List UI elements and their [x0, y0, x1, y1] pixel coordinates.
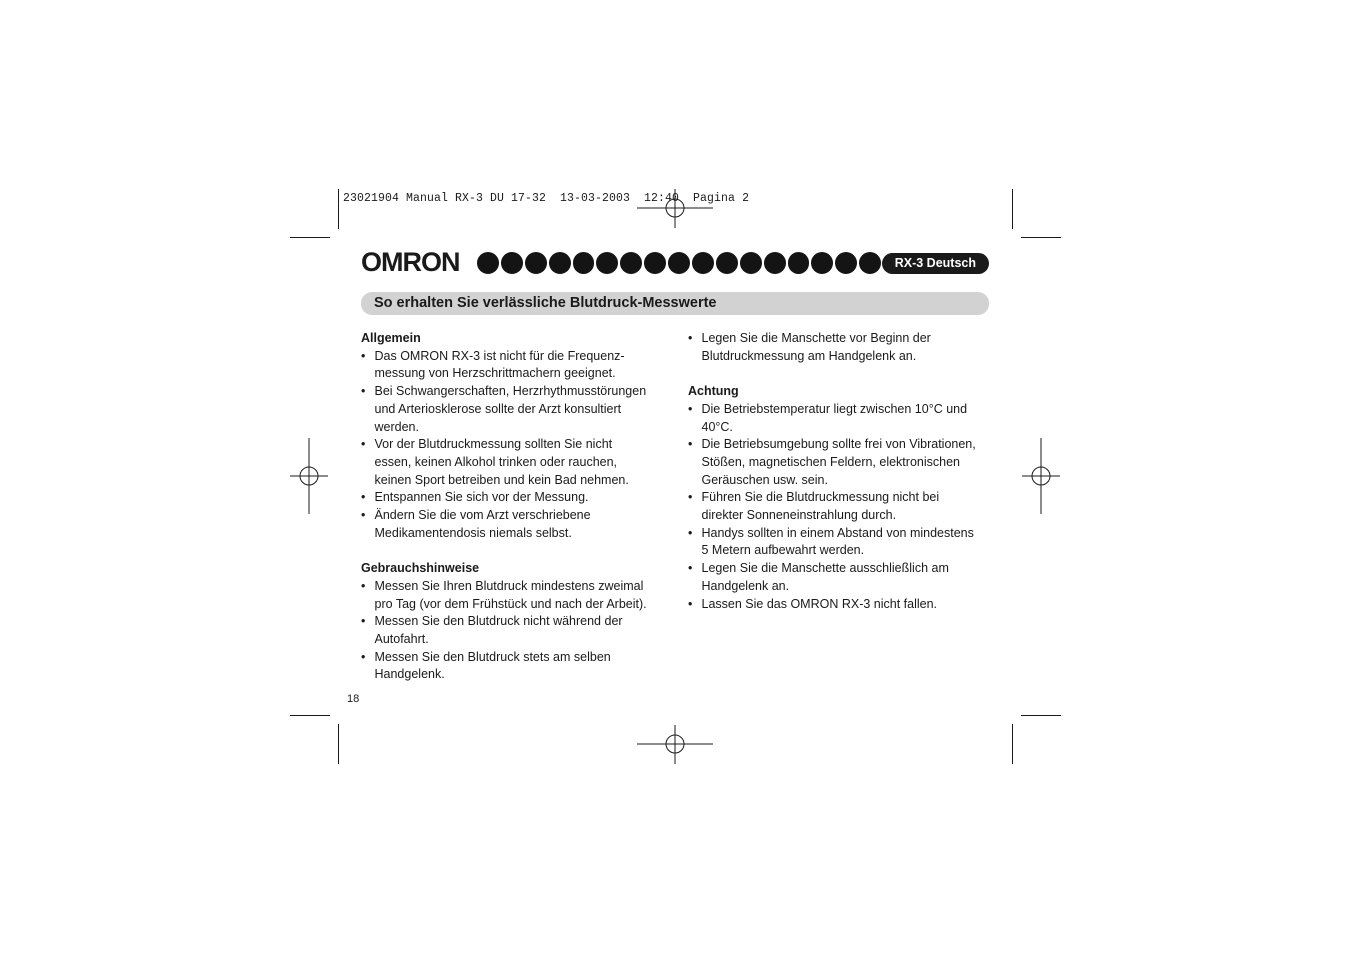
section-achtung — [688, 383, 993, 613]
list-item: • Die Betriebsumgebung sollte frei von Vibrationen, Stößen, magnetischen Feldern, elektronischen Geräuschen usw. sein. — [688, 436, 993, 489]
list-item: • Vor der Blutdruckmessung sollten Sie nicht essen, keinen Alkohol trinken oder rauchen, keinen Sport betreiben und kein Bad nehmen. — [361, 436, 661, 489]
dot-icon — [668, 252, 690, 274]
section-heading: Gebrauchshinweise — [361, 561, 480, 576]
dot-icon — [644, 252, 666, 274]
section-heading: Allgemein — [361, 331, 421, 345]
section-manschette — [688, 330, 993, 365]
list-item: • Führen Sie die Blutdruckmessung nicht bei direkter Sonneneinstrahlung durch. — [688, 489, 993, 524]
list-item: • Ändern Sie die vom Arzt verschriebene Medikamentendosis niemals selbst. — [361, 507, 661, 542]
section-heading: Achtung — [688, 384, 739, 399]
section-gebrauchshinweise — [361, 560, 661, 684]
dot-icon — [596, 252, 618, 274]
list-item: • Legen Sie die Manschette ausschließlich am Handgelenk an. — [688, 560, 993, 595]
list-item: • Handys sollten in einem Abstand von mindestens 5 Metern aufbewahrt werden. — [688, 525, 993, 560]
dot-icon — [573, 252, 595, 274]
dot-icon — [835, 252, 857, 274]
dot-icon — [477, 252, 499, 274]
dot-icon — [811, 252, 833, 274]
brand-header — [361, 247, 989, 277]
dot-icon — [716, 252, 738, 274]
dot-icon — [549, 252, 571, 274]
bullet-list — [688, 330, 993, 365]
left-column — [361, 330, 661, 702]
list-item: • Lassen Sie das OMRON RX-3 nicht fallen. — [688, 596, 993, 614]
section-title-bar — [361, 292, 989, 315]
bullet-list — [361, 348, 661, 543]
list-item: • Die Betriebstemperatur liegt zwischen 10°C und 40°C. — [688, 401, 993, 436]
bullet-list — [688, 401, 993, 613]
dot-icon — [692, 252, 714, 274]
right-column — [688, 330, 993, 631]
page-number: 18 — [347, 693, 360, 705]
dot-icon — [788, 252, 810, 274]
print-slug-line: 23021904 Manual RX-3 DU 17-32 13-03-2003 12:40 Pagina 2 — [343, 192, 750, 205]
dot-icon — [525, 252, 547, 274]
list-item: • Legen Sie die Manschette vor Beginn der Blutdruckmessung am Handgelenk an. — [688, 330, 993, 365]
list-item: • Entspannen Sie sich vor der Messung. — [361, 489, 661, 507]
dot-icon — [501, 252, 523, 274]
model-badge: RX-3 Deutsch — [882, 253, 989, 274]
section-allgemein — [361, 330, 661, 542]
list-item: • Messen Sie den Blutdruck stets am selben Handgelenk. — [361, 649, 661, 684]
dot-icon — [764, 252, 786, 274]
list-item: • Messen Sie Ihren Blutdruck mindestens zweimal pro Tag (vor dem Frühstück und nach der Arbeit). — [361, 578, 661, 613]
list-item: • Bei Schwangerschaften, Herzrhythmusstörungen und Arteriosklerose sollte der Arzt konsultiert werden. — [361, 383, 661, 436]
list-item: • Das OMRON RX-3 ist nicht für die Frequenz- messung von Herzschrittmachern geeignet. — [361, 348, 661, 383]
section-title: So erhalten Sie verlässliche Blutdruck-Messwerte — [374, 295, 717, 311]
omron-logo: OMRON — [361, 247, 460, 277]
bullet-list — [361, 578, 661, 684]
dot-icon — [740, 252, 762, 274]
list-item: • Messen Sie den Blutdruck nicht während der Autofahrt. — [361, 613, 661, 648]
decorative-dot-row — [477, 252, 881, 274]
dot-icon — [620, 252, 642, 274]
dot-icon — [859, 252, 881, 274]
